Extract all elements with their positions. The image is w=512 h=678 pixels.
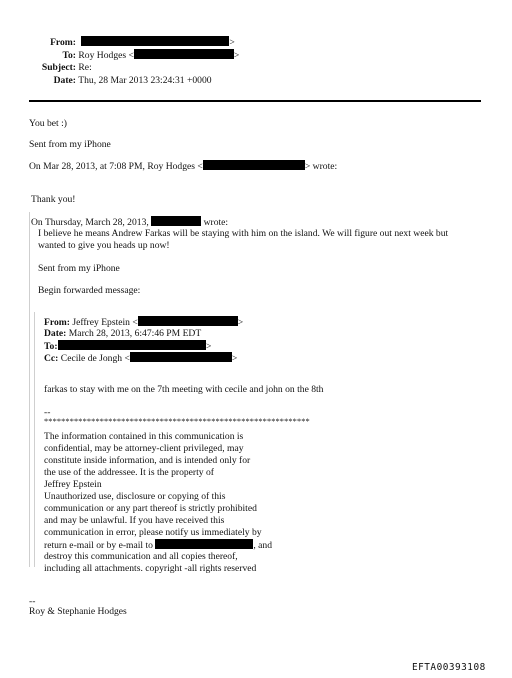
date-label: Date: — [53, 75, 76, 86]
angle-close: > — [237, 317, 244, 328]
disclaimer-line: and may be unlawful. If you have received this — [44, 515, 225, 526]
date-value: Thu, 28 Mar 2013 23:24:31 +0000 — [78, 75, 212, 86]
reply-signature: Sent from my iPhone — [29, 139, 111, 150]
disclaimer-line: confidential, may be attorney-client privileged, may — [44, 443, 244, 454]
attribution-suffix: wrote: — [203, 217, 229, 228]
disclaimer-line: constitute inside information, and is intended only for — [44, 455, 251, 466]
stars-line: ************************************************************** — [44, 417, 310, 426]
fwd-from-label: From: — [44, 317, 70, 328]
angle-close: > — [231, 353, 238, 364]
quoted-line-2: wanted to give you heads up now! — [38, 240, 170, 251]
header-subject-row — [36, 62, 92, 74]
header-divider — [29, 100, 481, 102]
header-from-row — [46, 36, 235, 49]
disclaimer-text: , and — [253, 540, 273, 551]
disclaimer-line: communication or any part thereof is strictly prohibited — [44, 503, 257, 514]
fwd-cc-value: Cecile de Jongh < — [60, 353, 130, 364]
disclaimer-line: Jeffrey Epstein — [44, 479, 102, 490]
redacted-block — [58, 340, 206, 350]
attribution-prefix: On Thursday, March 28, 2013, — [31, 217, 149, 228]
quoted-line-1: I believe he means Andrew Farkas will be staying with him on the island. We will figure out next week but — [38, 228, 449, 239]
quoted-signature: Sent from my iPhone — [38, 263, 120, 274]
angle-close: > — [229, 37, 235, 48]
fwd-cc-label: Cc: — [44, 353, 59, 364]
attribution-suffix: > wrote: — [304, 161, 338, 172]
to-label: To: — [62, 50, 76, 61]
subject-value: Re: — [78, 62, 92, 73]
fwd-body: farkas to stay with me on the 7th meeting with cecile and john on the 8th — [44, 384, 324, 395]
fwd-from-row — [44, 316, 243, 329]
quote-bar — [29, 212, 30, 567]
redacted-block — [134, 49, 234, 59]
fwd-to-row — [44, 340, 211, 353]
quoted-body: Thank you! — [31, 194, 76, 205]
subject-label: Subject: — [41, 62, 76, 73]
redacted-block — [81, 36, 229, 46]
fwd-from-value: Jeffrey Epstein < — [72, 317, 138, 328]
attribution-prefix: On Mar 28, 2013, at 7:08 PM, Roy Hodges < — [29, 161, 203, 172]
disclaimer-text: return e-mail or by e-mail to — [44, 540, 153, 551]
bates-number: EFTA00393108 — [412, 662, 486, 673]
reply-attribution — [29, 160, 337, 173]
disclaimer-line: The information contained in this communication is — [44, 431, 244, 442]
disclaimer-line: Unauthorized use, disclosure or copying of this — [44, 491, 226, 502]
fwd-to-label: To: — [44, 341, 58, 352]
fwd-date-value: March 28, 2013, 6:47:46 PM EDT — [68, 328, 202, 339]
header-date-row — [46, 75, 212, 87]
from-label: From: — [50, 37, 76, 48]
forward-label: Begin forwarded message: — [38, 285, 141, 296]
angle-close: > — [206, 341, 212, 352]
redacted-block — [155, 539, 253, 549]
reply-body: You bet :) — [29, 118, 67, 129]
header-to-row — [46, 49, 239, 62]
disclaimer-line: communication in error, please notify us immediately by — [44, 527, 262, 538]
disclaimer-line: destroy this communication and all copies thereof, — [44, 551, 238, 562]
fwd-cc-row — [44, 352, 237, 365]
disclaimer-line-with-redaction — [44, 539, 272, 552]
angle-close: > — [233, 50, 240, 61]
footer-signature: Roy & Stephanie Hodges — [29, 606, 127, 617]
disclaimer-line: including all attachments. copyright -all rights reserved — [44, 563, 257, 574]
redacted-block — [130, 352, 232, 362]
redacted-block — [151, 216, 201, 226]
fwd-date-label: Date: — [44, 328, 67, 339]
quoted-attribution — [31, 216, 228, 229]
footer-dashes: -- — [29, 596, 36, 607]
fwd-date-row — [44, 328, 201, 340]
redacted-block — [138, 316, 238, 326]
quote-bar-nested — [34, 312, 35, 567]
sig-dashes: -- — [44, 407, 51, 418]
redacted-block — [203, 160, 305, 170]
to-name: Roy Hodges < — [78, 50, 134, 61]
disclaimer-line: the use of the addressee. It is the property of — [44, 467, 214, 478]
